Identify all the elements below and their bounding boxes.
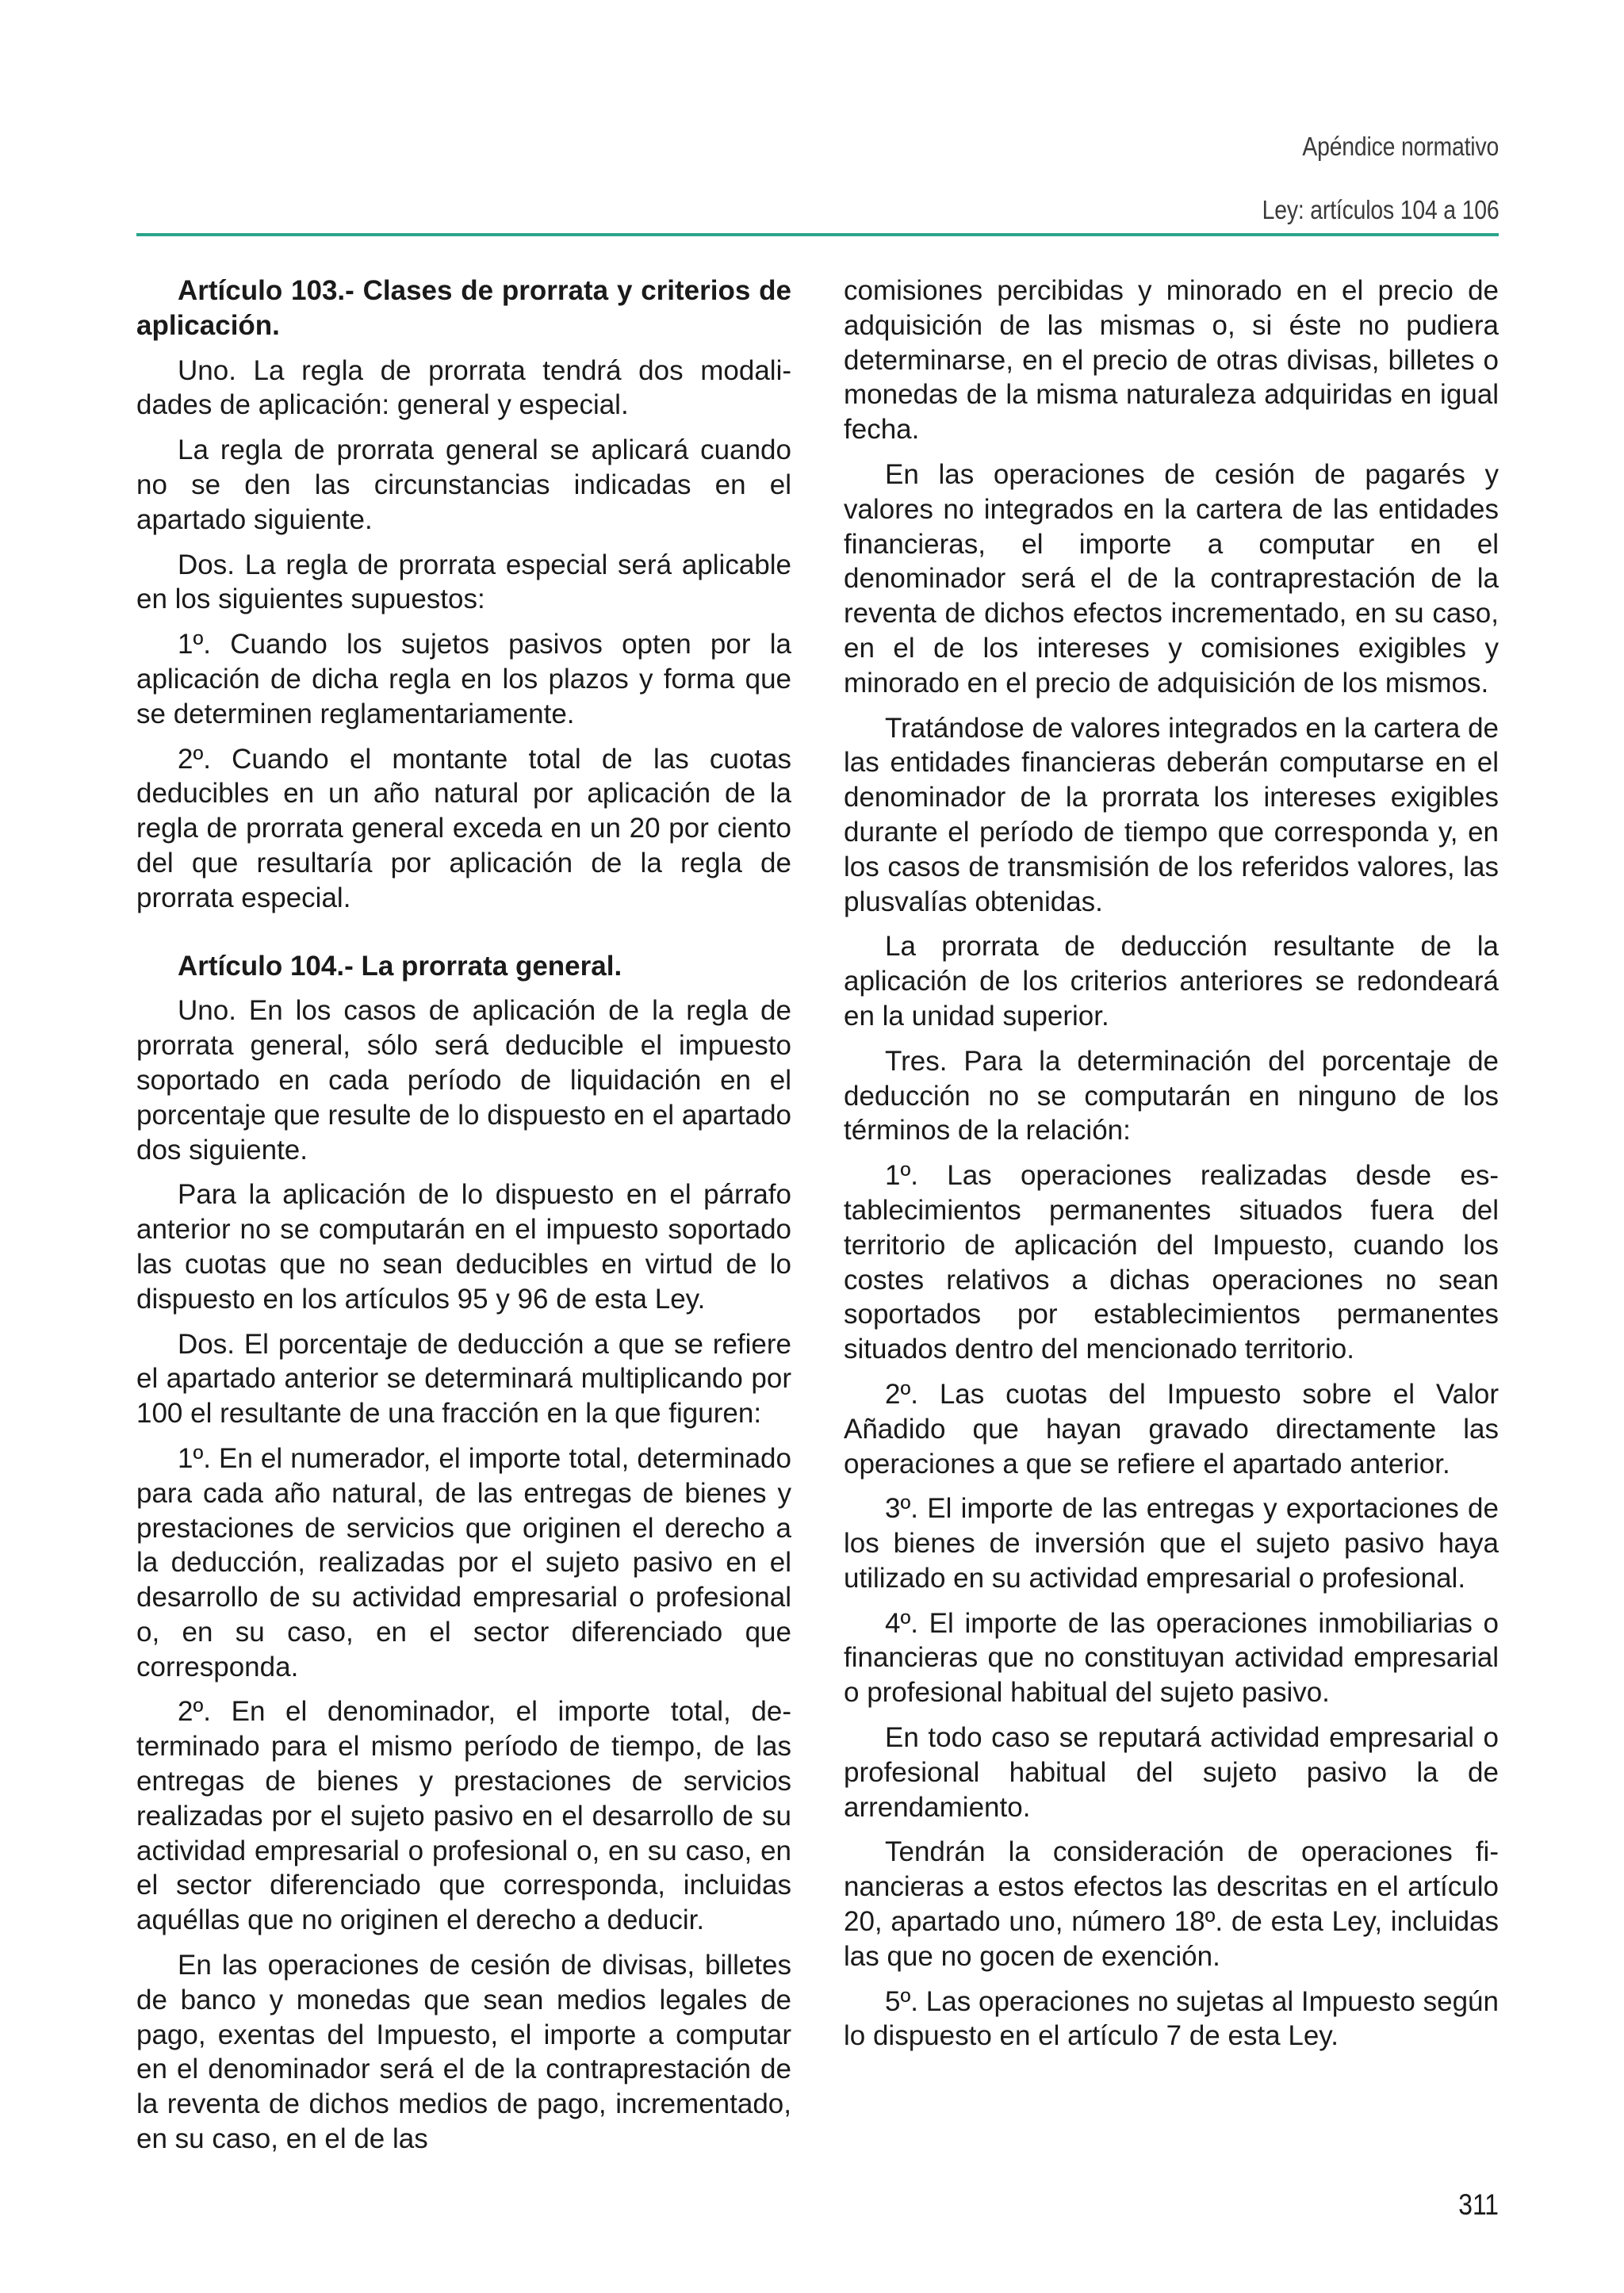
paragraph: 1º. Cuando los sujetos pasivos opten por la aplicación de dicha regla en los plazos y forma que se determinen reglamentariamente. [136, 629, 791, 729]
paragraph: Dos. La regla de prorrata especial será aplicable en los siguientes supuestos: [136, 549, 791, 615]
paragraph: 2º. En el denominador, el importe total, determinado para el mismo período de tiempo, de las entregas de bienes y prestaciones de servicios realizadas por el sujeto pasivo en el desarrollo de su actividad empresarial o profesional o, en su caso, en el sector diferenciado que corresponda, incluidas aquéllas que no originen el derecho a deducir. [136, 1696, 791, 1936]
left-column [136, 274, 791, 2167]
paragraph: 2º. Cuando el montante total de las cuotas deducibles en un año natural por aplicación de la regla de prorrata general exceda en un 20 por ciento del que resultaría por aplicación de la regla de prorrata especial. [136, 743, 791, 913]
paragraph: Tratándose de valores integrados en la cartera de las entidades financieras deberán computarse en el denominador de la prorrata los intereses exigibles durante el período de tiempo que corresponda y, en los casos de transmisión de los referidos valores, las plusvalías obtenidas. [844, 712, 1499, 917]
header-divider [136, 233, 1499, 236]
paragraph: La prorrata de deducción resultante de la aplicación de los criterios anteriores se redondeará en la unidad superior. [844, 931, 1499, 1032]
paragraph-continued: comisiones percibidas y minorado en el precio de adquisición de las mismas o, si éste no pudiera determinarse, en el precio de otras divisas, billetes o monedas de la misma naturaleza adquiridas en igual fecha. [844, 275, 1499, 446]
paragraph: 1º. Las operaciones realizadas desde establecimientos permanentes situados fuera del territorio de aplicación del Impuesto, cuando los costes relativos a dichas operaciones no sean soportados por establecimientos permanentes situados dentro del mencionado territorio. [844, 1160, 1499, 1365]
paragraph: Tres. Para la determinación del porcentaje de deducción no se computarán en ninguno de los términos de la relación: [844, 1045, 1499, 1146]
paragraph: En las operaciones de cesión de divisas, billetes de banco y monedas que sean medios legales de pago, exentas del Impuesto, el importe a computar en el denominador será el de la contraprestación de la reventa de dichos medios de pago, incrementado, en su caso, en el de las [136, 1950, 791, 2155]
paragraph: En todo caso se reputará actividad empresarial o profesional habitual del sujeto pasivo la de arrendamiento. [844, 1722, 1499, 1823]
paragraph: La regla de prorrata general se aplicará cuando no se den las circunstancias indicadas en el apartado siguiente. [136, 434, 791, 535]
paragraph: 4º. El importe de las operaciones inmobiliarias o financieras que no constituyan actividad empresarial o profesional habitual del sujeto pasivo. [844, 1607, 1499, 1709]
paragraph: Tendrán la consideración de operaciones financieras a estos efectos las descritas en el artículo 20, apartado uno, número 18º. de esta Ley, incluidas las que no gocen de exención. [844, 1836, 1499, 1972]
article-103-title: Artículo 103.- Clases de prorrata y criterios de aplicación. [136, 275, 791, 341]
paragraph: Uno. La regla de prorrata tendrá dos modalidades de aplicación: general y especial. [136, 354, 791, 421]
paragraph: 5º. Las operaciones no sujetas al Impuesto según lo dispuesto en el artículo 7 de esta Ley. [844, 1985, 1499, 2052]
paragraph: Dos. El porcentaje de deducción a que se refiere el apartado anterior se determinará multiplicando por 100 el resultante de una fracción en la que figuren: [136, 1328, 791, 1430]
paragraph: 1º. En el numerador, el importe total, determinado para cada año natural, de las entregas de bienes y prestaciones de servicios que originen el derecho a la deducción, realizadas por el sujeto pasivo en el desarrollo de su actividad empresarial o profesional o, en su caso, en el sector diferenciado que corresponda. [136, 1442, 791, 1682]
body-columns [136, 274, 1499, 2153]
page-header [136, 119, 1499, 238]
article-104-title: Artículo 104.- La prorrata general. [178, 950, 622, 982]
header-article-range: Ley: artículos 104 a 106 [1262, 195, 1499, 224]
paragraph: 3º. El importe de las entregas y exportaciones de los bienes de inversión que el sujeto pasivo haya utilizado en su actividad empresarial o profesional. [844, 1493, 1499, 1594]
paragraph: En las operaciones de cesión de pagarés y valores no integrados en la cartera de las entidades financieras, el importe a computar en el denominador será el de la contraprestación de la reventa de dichos efectos incrementado, en su caso, en el de los intereses y comisiones exigibles y minorado en el precio de adquisición de los mismos. [844, 458, 1499, 699]
paragraph: Uno. En los casos de aplicación de la regla de prorrata general, sólo será deducible el impuesto soportado en cada período de liquidación en el porcentaje que resulte de lo dispuesto en el apartado dos siguiente. [136, 995, 791, 1166]
paragraph: 2º. Las cuotas del Impuesto sobre el Valor Añadido que hayan gravado directamente las operaciones a que se refiere el apartado anterior. [844, 1378, 1499, 1480]
paragraph: Para la aplicación de lo dispuesto en el párrafo anterior no se computarán en el impuesto soportado las cuotas que no sean deducibles en virtud de lo dispuesto en los artículos 95 y 96 de esta Ley. [136, 1179, 791, 1315]
right-column [844, 274, 1499, 2064]
page-number: 311 [1458, 2188, 1499, 2221]
header-section-title: Apéndice normativo [1302, 132, 1499, 161]
